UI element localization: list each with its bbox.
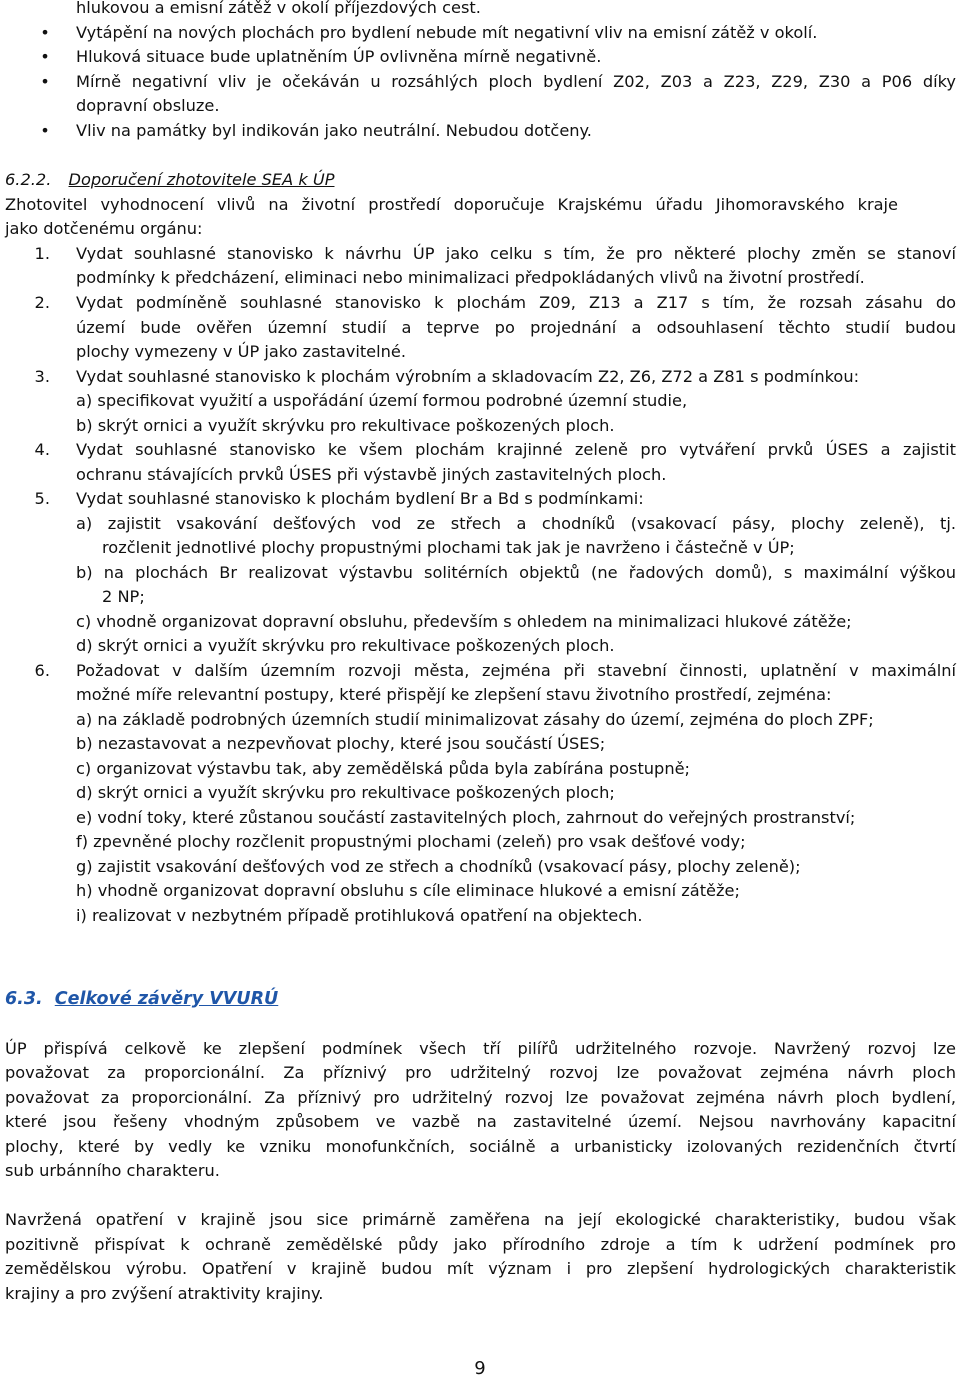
- section-heading-6-3: [5, 987, 278, 1011]
- list-number: 4.: [34, 440, 50, 459]
- paragraph-line: krajiny a pro zvýšení atraktivity krajiny.: [5, 1284, 324, 1303]
- list-number: 2.: [34, 293, 50, 312]
- list-subitem: f) zpevněné plochy rozčlenit propustnými plochami (zeleň) pro vsak dešťové vody;: [76, 832, 746, 851]
- list-number: 1.: [34, 244, 50, 263]
- bullet-item: Mírně negativní vliv je očekáván u rozsáhlých ploch bydlení Z02, Z03 a Z23, Z29, Z30 a P06 díky: [76, 72, 956, 91]
- bullet-item-continuation: dopravní obsluze.: [76, 96, 220, 115]
- list-item: Vydat podmíněně souhlasné stanovisko k plochám Z09, Z13 a Z17 s tím, že rozsah zásahu do: [76, 293, 956, 312]
- list-item: Vydat souhlasné stanovisko k plochám výrobním a skladovacím Z2, Z6, Z72 a Z81 s podmínkou:: [76, 367, 860, 386]
- bullet-item: Vliv na památky byl indikován jako neutrální. Nebudou dotčeny.: [76, 121, 592, 140]
- list-number: 5.: [34, 489, 50, 508]
- paragraph-line: sub urbánního charakteru.: [5, 1161, 220, 1180]
- section-title: Doporučení zhotovitele SEA k ÚP: [68, 170, 335, 189]
- list-item-continuation: plochy vymezeny v ÚP jako zastavitelné.: [76, 342, 406, 361]
- bullet-item: Hluková situace bude uplatněním ÚP ovlivněna mírně negativně.: [76, 47, 602, 66]
- list-item: Vydat souhlasné stanovisko k plochám bydlení Br a Bd s podmínkami:: [76, 489, 644, 508]
- list-subitem: b) nezastavovat a nezpevňovat plochy, které jsou součástí ÚSES;: [76, 734, 606, 753]
- list-item-continuation: možné míře relevantní postupy, které přispějí ke zlepšení stavu životního prostředí, zejména:: [76, 685, 832, 704]
- list-subitem: g) zajistit vsakování dešťových vod ze střech a chodníků (vsakovací pásy, plochy zeleně);: [76, 857, 801, 876]
- section-number: 6.2.2.: [5, 170, 52, 189]
- text-line: hlukovou a emisní zátěž v okolí příjezdových cest.: [76, 0, 481, 17]
- paragraph-line: považovat za proporcionální. Za příznivý pro udržitelný rozvoj lze považovat zejména návrh ploch bydlení,: [5, 1088, 956, 1107]
- paragraph-line: pozitivně přispívat k ochraně zemědělské půdy jako přírodního zdroje a tím k udržení podmínek pro: [5, 1235, 956, 1254]
- list-subitem-continuation: rozčlenit jednotlivé plochy propustnými plochami tak jak je navrženo i částečně v ÚP;: [102, 538, 795, 557]
- paragraph-line: považovat za proporcionální. Za příznivý pro udržitelný rozvoj lze považovat zejména návrh ploch: [5, 1063, 956, 1082]
- paragraph-line: ÚP přispívá celkově ke zlepšení podmínek všech tří pilířů udržitelného rozvoje. Navržený rozvoj lze: [5, 1039, 956, 1058]
- paragraph-line: jako dotčenému orgánu:: [5, 219, 203, 238]
- bullet-item: Vytápění na nových plochách pro bydlení nebude mít negativní vliv na emisní zátěž v okolí.: [76, 23, 818, 42]
- section-title: Celkové závěry VVURÚ: [54, 989, 279, 1009]
- bullet-icon: •: [40, 72, 50, 91]
- list-subitem: b) skrýt ornici a využít skrývku pro rekultivace poškozených ploch.: [76, 416, 615, 435]
- bullet-icon: •: [40, 121, 50, 140]
- list-subitem: c) vhodně organizovat dopravní obsluhu, především s ohledem na minimalizaci hlukové zátěže;: [76, 612, 852, 631]
- list-item: Vydat souhlasné stanovisko k návrhu ÚP jako celku s tím, že pro některé plochy změn se stanoví: [76, 244, 956, 263]
- list-subitem: b) na plochách Br realizovat výstavbu solitérních objektů (ne řadových domů), s maximální výškou: [76, 563, 956, 582]
- list-item: Vydat souhlasné stanovisko ke všem plochám krajinné zeleně pro vytváření prvků ÚSES a zajistit: [76, 440, 956, 459]
- bullet-icon: •: [40, 23, 50, 42]
- list-subitem: h) vhodně organizovat dopravní obsluhu s cíle eliminace hlukové a emisní zátěže;: [76, 881, 740, 900]
- list-subitem: e) vodní toky, které zůstanou součástí zastavitelných ploch, zahrnout do veřejných prostranství;: [76, 808, 856, 827]
- list-subitem: c) organizovat výstavbu tak, aby zemědělská půda byla zabírána postupně;: [76, 759, 691, 778]
- paragraph-line: které jsou řešeny vhodným způsobem ve vazbě na zastavitelné území. Nejsou navrhovány kapacitní: [5, 1112, 956, 1131]
- list-item-continuation: podmínky k předcházení, eliminaci nebo minimalizaci předpokládaných vlivů na životní prostředí.: [76, 268, 865, 287]
- section-heading-6-2-2: [5, 168, 334, 192]
- list-subitem: a) na základě podrobných územních studií minimalizovat zásahy do území, zejména do ploch ZPF;: [76, 710, 874, 729]
- page-number: 9: [474, 1358, 486, 1379]
- bullet-icon: •: [40, 47, 50, 66]
- list-item: Požadovat v dalším územním rozvoji města, zejména při stavební činnosti, uplatnění v maximální: [76, 661, 956, 680]
- list-item-continuation: území bude ověřen územní studií a teprve po projednání a odsouhlasení těchto studií budou: [76, 318, 956, 337]
- list-subitem: a) specifikovat využití a uspořádání území formou podrobné územní studie,: [76, 391, 688, 410]
- list-item-continuation: ochranu stávajících prvků ÚSES při výstavbě jiných zastavitelných ploch.: [76, 465, 667, 484]
- list-number: 6.: [34, 661, 50, 680]
- list-subitem: d) skrýt ornici a využít skrývku pro rekultivace poškozených ploch;: [76, 783, 615, 802]
- list-subitem: i) realizovat v nezbytném případě protihluková opatření na objektech.: [76, 906, 643, 925]
- list-subitem: d) skrýt ornici a využít skrývku pro rekultivace poškozených ploch.: [76, 636, 615, 655]
- paragraph-line: plochy, které by vedly ke vzniku monofunkčních, sociálně a urbanisticky izolovaných rezidenčních čtvrtí: [5, 1137, 956, 1156]
- paragraph-line: Zhotovitel vyhodnocení vlivů na životní prostředí doporučuje Krajskému úřadu Jihomoravského kraje: [5, 195, 898, 214]
- paragraph-line: zemědělskou výrobu. Opatření v krajině budou mít význam i pro zlepšení hydrologických charakteristik: [5, 1259, 956, 1278]
- list-subitem: a) zajistit vsakování dešťových vod ze střech a chodníků (vsakovací pásy, plochy zeleně), tj.: [76, 514, 956, 533]
- list-subitem-continuation: 2 NP;: [102, 587, 145, 606]
- list-number: 3.: [34, 367, 50, 386]
- section-number: 6.3.: [5, 989, 43, 1009]
- paragraph-line: Navržená opatření v krajině jsou sice primárně zaměřena na její ekologické charakteristiky, budou však: [5, 1210, 956, 1229]
